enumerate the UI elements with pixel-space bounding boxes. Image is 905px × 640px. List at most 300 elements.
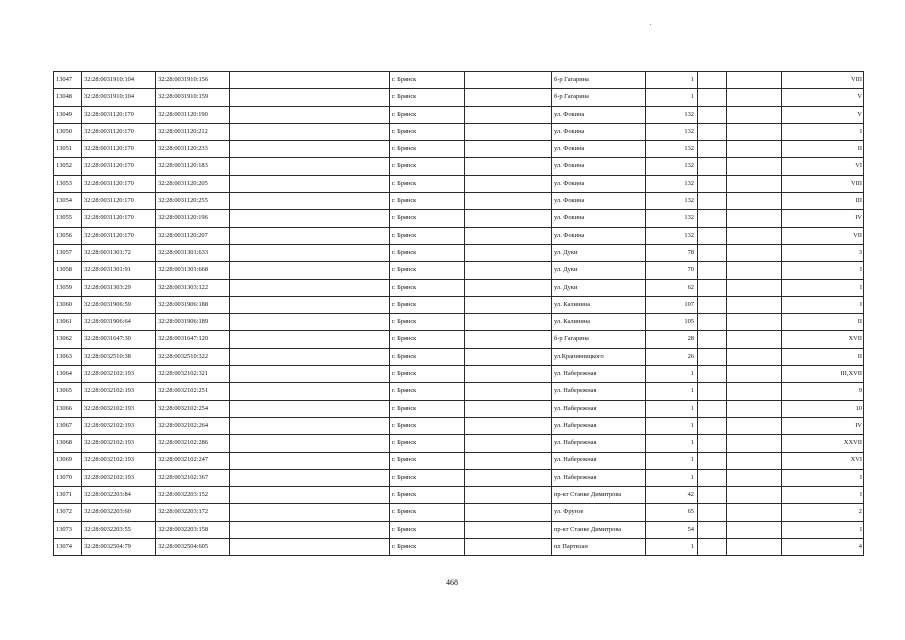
cell-blank2 (465, 106, 552, 123)
cell-blank2 (465, 452, 552, 469)
cell-blank3 (698, 521, 727, 538)
cell-house: 107 (646, 296, 698, 313)
cell-no: 13056 (54, 227, 82, 244)
cell-blank2 (465, 210, 552, 227)
cell-blank1 (230, 262, 390, 279)
cell-blank1 (230, 435, 390, 452)
cell-city: г. Брянск (390, 469, 465, 486)
cell-no: 13054 (54, 193, 82, 210)
cell-parcel: 32:28:0032102:193 (82, 383, 156, 400)
cell-blank3 (698, 435, 727, 452)
cell-no: 13055 (54, 210, 82, 227)
cell-cadastral: 32:28:0032203:158 (156, 521, 230, 538)
cell-blank2 (465, 487, 552, 504)
table-row (54, 175, 864, 192)
cell-street: ул. Набережная (552, 452, 646, 469)
cell-blank3 (698, 383, 727, 400)
cell-cadastral: 32:28:0031120:233 (156, 141, 230, 158)
cell-city: г. Брянск (390, 175, 465, 192)
cell-blank4 (727, 89, 782, 106)
cell-no: 13065 (54, 383, 82, 400)
cell-city: г. Брянск (390, 296, 465, 313)
cell-house: 54 (646, 521, 698, 538)
cell-street: ул. Фокина (552, 123, 646, 140)
cell-cadastral: 32:28:0032102:254 (156, 400, 230, 417)
cell-blank4 (727, 158, 782, 175)
cell-blank1 (230, 123, 390, 140)
cell-blank2 (465, 331, 552, 348)
cell-cadastral: 32:28:0031120:255 (156, 193, 230, 210)
cell-no: 13067 (54, 417, 82, 434)
cell-no: 13049 (54, 106, 82, 123)
cell-blank3 (698, 210, 727, 227)
cell-house: 1 (646, 539, 698, 556)
cell-blank3 (698, 348, 727, 365)
cell-street: ул. Фокина (552, 175, 646, 192)
cell-blank2 (465, 539, 552, 556)
cell-blank3 (698, 227, 727, 244)
cell-parcel: 32:28:0032102:193 (82, 366, 156, 383)
cell-cadastral: 32:28:0032102:286 (156, 435, 230, 452)
cell-cadastral: 32:28:0031906:189 (156, 314, 230, 331)
table-row (54, 400, 864, 417)
cell-parcel: 32:28:0031906:64 (82, 314, 156, 331)
cell-parcel: 32:28:0031120:170 (82, 175, 156, 192)
cell-blank1 (230, 452, 390, 469)
cell-no: 13058 (54, 262, 82, 279)
cell-blank4 (727, 175, 782, 192)
cell-apartment: IV (782, 417, 864, 434)
cell-no: 13063 (54, 348, 82, 365)
cell-apartment: 10 (782, 400, 864, 417)
table-row (54, 72, 864, 89)
cell-blank2 (465, 435, 552, 452)
cell-blank2 (465, 296, 552, 313)
cell-blank4 (727, 279, 782, 296)
cell-blank4 (727, 469, 782, 486)
cell-cadastral: 32:28:0032510:322 (156, 348, 230, 365)
table-row (54, 469, 864, 486)
cell-street: ул. Дуки (552, 262, 646, 279)
cell-street: б-р Гагарина (552, 331, 646, 348)
cell-blank3 (698, 141, 727, 158)
cell-blank3 (698, 89, 727, 106)
cell-blank4 (727, 210, 782, 227)
cell-apartment: I (782, 521, 864, 538)
cell-blank1 (230, 141, 390, 158)
table-row (54, 244, 864, 261)
cell-city: г. Брянск (390, 279, 465, 296)
cell-parcel: 32:28:0031120:170 (82, 141, 156, 158)
cell-blank4 (727, 314, 782, 331)
cell-parcel: 32:28:0032203:84 (82, 487, 156, 504)
table-row (54, 521, 864, 538)
cell-blank1 (230, 244, 390, 261)
table-row (54, 89, 864, 106)
cell-apartment: VI (782, 158, 864, 175)
cell-house: 62 (646, 279, 698, 296)
cell-blank3 (698, 193, 727, 210)
cell-apartment: III,XVII (782, 366, 864, 383)
cell-no: 13047 (54, 72, 82, 89)
cell-city: г. Брянск (390, 435, 465, 452)
cell-blank4 (727, 193, 782, 210)
cell-blank4 (727, 106, 782, 123)
cell-parcel: 32:28:0031910:104 (82, 89, 156, 106)
table-row (54, 141, 864, 158)
cell-blank4 (727, 400, 782, 417)
cell-city: г. Брянск (390, 400, 465, 417)
cell-blank2 (465, 504, 552, 521)
cell-city: г. Брянск (390, 487, 465, 504)
cell-street: ул. Калинина (552, 314, 646, 331)
cell-blank1 (230, 296, 390, 313)
table-row (54, 452, 864, 469)
cell-blank3 (698, 175, 727, 192)
cell-parcel: 32:28:0031120:170 (82, 158, 156, 175)
table-row (54, 366, 864, 383)
cell-no: 13062 (54, 331, 82, 348)
cell-city: г. Брянск (390, 452, 465, 469)
cell-city: г. Брянск (390, 262, 465, 279)
cell-city: г. Брянск (390, 244, 465, 261)
cell-blank3 (698, 469, 727, 486)
cell-cadastral: 32:28:0032102:367 (156, 469, 230, 486)
table-row (54, 279, 864, 296)
table-row (54, 123, 864, 140)
cell-house: 42 (646, 487, 698, 504)
cell-blank4 (727, 227, 782, 244)
cell-house: 65 (646, 504, 698, 521)
cell-blank4 (727, 141, 782, 158)
table-row (54, 296, 864, 313)
table-row (54, 487, 864, 504)
cell-blank4 (727, 244, 782, 261)
cell-blank2 (465, 244, 552, 261)
cell-apartment: I (782, 469, 864, 486)
cell-no: 13051 (54, 141, 82, 158)
cell-street: ул.Крапивницкого (552, 348, 646, 365)
cell-street: ул. Фокина (552, 210, 646, 227)
cell-blank3 (698, 487, 727, 504)
cell-city: г. Брянск (390, 227, 465, 244)
cell-street: ул. Фокина (552, 193, 646, 210)
cell-house: 132 (646, 227, 698, 244)
cell-apartment: VIII (782, 175, 864, 192)
cell-blank2 (465, 262, 552, 279)
cell-cadastral: 32:28:0032102:321 (156, 366, 230, 383)
cell-blank2 (465, 158, 552, 175)
cell-cadastral: 32:28:0032102:251 (156, 383, 230, 400)
table-row (54, 331, 864, 348)
cell-parcel: 32:28:0031120:170 (82, 193, 156, 210)
cell-house: 1 (646, 452, 698, 469)
cell-apartment: XVII (782, 331, 864, 348)
cell-apartment: IV (782, 210, 864, 227)
cell-blank3 (698, 314, 727, 331)
cell-blank3 (698, 279, 727, 296)
table-row (54, 106, 864, 123)
cell-city: г. Брянск (390, 366, 465, 383)
cell-house: 1 (646, 469, 698, 486)
cell-no: 13048 (54, 89, 82, 106)
table-row (54, 539, 864, 556)
cell-blank2 (465, 123, 552, 140)
cell-parcel: 32:28:0031301:72 (82, 244, 156, 261)
cell-blank2 (465, 89, 552, 106)
cell-house: 132 (646, 106, 698, 123)
cell-street: ул. Фокина (552, 158, 646, 175)
cell-blank1 (230, 366, 390, 383)
cell-blank3 (698, 400, 727, 417)
cell-house: 132 (646, 193, 698, 210)
cell-city: г. Брянск (390, 106, 465, 123)
cell-blank1 (230, 210, 390, 227)
cell-blank3 (698, 366, 727, 383)
cell-house: 78 (646, 244, 698, 261)
cell-house: 1 (646, 72, 698, 89)
cell-blank1 (230, 158, 390, 175)
cell-blank4 (727, 504, 782, 521)
cell-parcel: 32:28:0032510:38 (82, 348, 156, 365)
cell-blank2 (465, 417, 552, 434)
cell-blank1 (230, 348, 390, 365)
cell-apartment: I (782, 487, 864, 504)
cell-house: 132 (646, 123, 698, 140)
cell-parcel: 32:28:0032102:193 (82, 452, 156, 469)
cell-apartment: XXVII (782, 435, 864, 452)
registry-body (54, 72, 864, 556)
cell-blank1 (230, 279, 390, 296)
cell-house: 132 (646, 175, 698, 192)
cell-blank3 (698, 106, 727, 123)
cell-blank1 (230, 539, 390, 556)
cell-apartment: III (782, 193, 864, 210)
cell-cadastral: 32:28:0032203:152 (156, 487, 230, 504)
cell-parcel: 32:28:0032203:60 (82, 504, 156, 521)
cell-apartment: I (782, 123, 864, 140)
cell-blank1 (230, 227, 390, 244)
cell-apartment: I (782, 296, 864, 313)
cell-no: 13057 (54, 244, 82, 261)
cell-blank1 (230, 314, 390, 331)
cell-blank4 (727, 262, 782, 279)
cell-street: б-р Гагарина (552, 72, 646, 89)
cell-street: пр-кт Станке Димитрова (552, 487, 646, 504)
cell-blank1 (230, 383, 390, 400)
cell-city: г. Брянск (390, 521, 465, 538)
cell-city: г. Брянск (390, 123, 465, 140)
cell-blank4 (727, 123, 782, 140)
cell-blank2 (465, 193, 552, 210)
cell-city: г. Брянск (390, 348, 465, 365)
cell-blank1 (230, 417, 390, 434)
table-row (54, 348, 864, 365)
cell-apartment: I (782, 279, 864, 296)
cell-blank3 (698, 296, 727, 313)
page-number: 468 (446, 578, 458, 587)
cell-parcel: 32:28:0031910:104 (82, 72, 156, 89)
cell-cadastral: 32:28:0031301:668 (156, 262, 230, 279)
cell-house: 1 (646, 435, 698, 452)
cell-house: 132 (646, 210, 698, 227)
cell-blank1 (230, 400, 390, 417)
cell-city: г. Брянск (390, 72, 465, 89)
cell-blank2 (465, 314, 552, 331)
cell-cadastral: 32:28:0031120:205 (156, 175, 230, 192)
cell-city: г. Брянск (390, 331, 465, 348)
cell-street: ул. Дуки (552, 244, 646, 261)
cell-blank1 (230, 487, 390, 504)
cell-cadastral: 32:28:0031906:188 (156, 296, 230, 313)
cell-street: пр-кт Станке Димитрова (552, 521, 646, 538)
cell-city: г. Брянск (390, 417, 465, 434)
cell-house: 70 (646, 262, 698, 279)
cell-street: ул. Калинина (552, 296, 646, 313)
cell-blank4 (727, 331, 782, 348)
cell-house: 1 (646, 400, 698, 417)
cell-street: ул. Набережная (552, 435, 646, 452)
cell-blank3 (698, 504, 727, 521)
cell-no: 13073 (54, 521, 82, 538)
cell-house: 1 (646, 366, 698, 383)
cell-cadastral: 32:28:0031120:212 (156, 123, 230, 140)
cell-blank1 (230, 469, 390, 486)
cell-parcel: 32:28:0032102:193 (82, 400, 156, 417)
cell-parcel: 32:28:0032102:193 (82, 469, 156, 486)
table-row (54, 383, 864, 400)
cell-apartment: VII (782, 227, 864, 244)
cell-no: 13050 (54, 123, 82, 140)
cell-apartment: II (782, 141, 864, 158)
cell-blank1 (230, 106, 390, 123)
cell-blank1 (230, 175, 390, 192)
cell-apartment: 4 (782, 539, 864, 556)
cell-blank1 (230, 331, 390, 348)
cell-blank2 (465, 383, 552, 400)
cell-apartment: 2 (782, 504, 864, 521)
cell-parcel: 32:28:0032102:193 (82, 435, 156, 452)
cell-street: ул. Набережная (552, 469, 646, 486)
cell-street: ул. Фокина (552, 106, 646, 123)
cell-city: г. Брянск (390, 210, 465, 227)
cell-cadastral: 32:28:0031303:122 (156, 279, 230, 296)
scan-speck (650, 24, 651, 25)
cell-no: 13061 (54, 314, 82, 331)
cell-cadastral: 32:28:0031120:190 (156, 106, 230, 123)
cell-blank2 (465, 348, 552, 365)
cell-street: б-р Гагарина (552, 89, 646, 106)
cell-blank4 (727, 521, 782, 538)
cell-no: 13068 (54, 435, 82, 452)
table-row (54, 210, 864, 227)
cell-no: 13059 (54, 279, 82, 296)
table-row (54, 435, 864, 452)
cell-blank3 (698, 331, 727, 348)
cell-blank4 (727, 452, 782, 469)
cell-cadastral: 32:28:0032203:172 (156, 504, 230, 521)
cell-parcel: 32:28:0031906:59 (82, 296, 156, 313)
cell-house: 1 (646, 417, 698, 434)
cell-street: пл Партизан (552, 539, 646, 556)
cell-cadastral: 32:28:0032102:264 (156, 417, 230, 434)
cell-cadastral: 32:28:0032504:605 (156, 539, 230, 556)
cell-cadastral: 32:28:0031120:196 (156, 210, 230, 227)
cell-house: 1 (646, 383, 698, 400)
cell-cadastral: 32:28:0031910:159 (156, 89, 230, 106)
cell-blank3 (698, 262, 727, 279)
cell-city: г. Брянск (390, 383, 465, 400)
cell-apartment: V (782, 106, 864, 123)
cell-blank4 (727, 366, 782, 383)
cell-blank2 (465, 227, 552, 244)
cell-blank2 (465, 366, 552, 383)
cell-no: 13072 (54, 504, 82, 521)
cell-blank2 (465, 175, 552, 192)
cell-street: ул. Набережная (552, 383, 646, 400)
cell-city: г. Брянск (390, 193, 465, 210)
table-row (54, 314, 864, 331)
cell-apartment: II (782, 314, 864, 331)
cell-blank3 (698, 158, 727, 175)
cell-house: 105 (646, 314, 698, 331)
cell-house: 132 (646, 158, 698, 175)
cell-cadastral: 32:28:0031120:207 (156, 227, 230, 244)
cell-no: 13071 (54, 487, 82, 504)
cell-blank1 (230, 72, 390, 89)
cell-no: 13060 (54, 296, 82, 313)
cell-blank2 (465, 72, 552, 89)
cell-house: 26 (646, 348, 698, 365)
cell-city: г. Брянск (390, 504, 465, 521)
cell-house: 1 (646, 89, 698, 106)
cell-cadastral: 32:28:0031647:120 (156, 331, 230, 348)
cell-blank4 (727, 383, 782, 400)
cell-blank2 (465, 279, 552, 296)
cell-parcel: 32:28:0031647:30 (82, 331, 156, 348)
cell-parcel: 32:28:0031120:170 (82, 106, 156, 123)
table-row (54, 417, 864, 434)
cell-no: 13069 (54, 452, 82, 469)
cell-blank1 (230, 504, 390, 521)
cell-blank1 (230, 89, 390, 106)
cell-parcel: 32:28:0032203:55 (82, 521, 156, 538)
table-row (54, 227, 864, 244)
cell-no: 13074 (54, 539, 82, 556)
cell-parcel: 32:28:0031120:170 (82, 210, 156, 227)
cell-blank2 (465, 521, 552, 538)
cell-apartment: 3 (782, 244, 864, 261)
registry-table (53, 71, 864, 556)
cell-no: 13053 (54, 175, 82, 192)
cell-blank3 (698, 452, 727, 469)
cell-cadastral: 32:28:0031301:633 (156, 244, 230, 261)
cell-city: г. Брянск (390, 314, 465, 331)
cell-street: ул. Набережная (552, 417, 646, 434)
cell-blank4 (727, 417, 782, 434)
cell-apartment: I (782, 262, 864, 279)
cell-parcel: 32:28:0032102:193 (82, 417, 156, 434)
cell-blank4 (727, 487, 782, 504)
cell-house: 132 (646, 141, 698, 158)
cell-street: ул. Фокина (552, 227, 646, 244)
table-row (54, 158, 864, 175)
cell-blank4 (727, 348, 782, 365)
cell-cadastral: 32:28:0032102:247 (156, 452, 230, 469)
cell-apartment: V (782, 89, 864, 106)
cell-street: ул. Фрунзе (552, 504, 646, 521)
cell-apartment: VIII (782, 72, 864, 89)
